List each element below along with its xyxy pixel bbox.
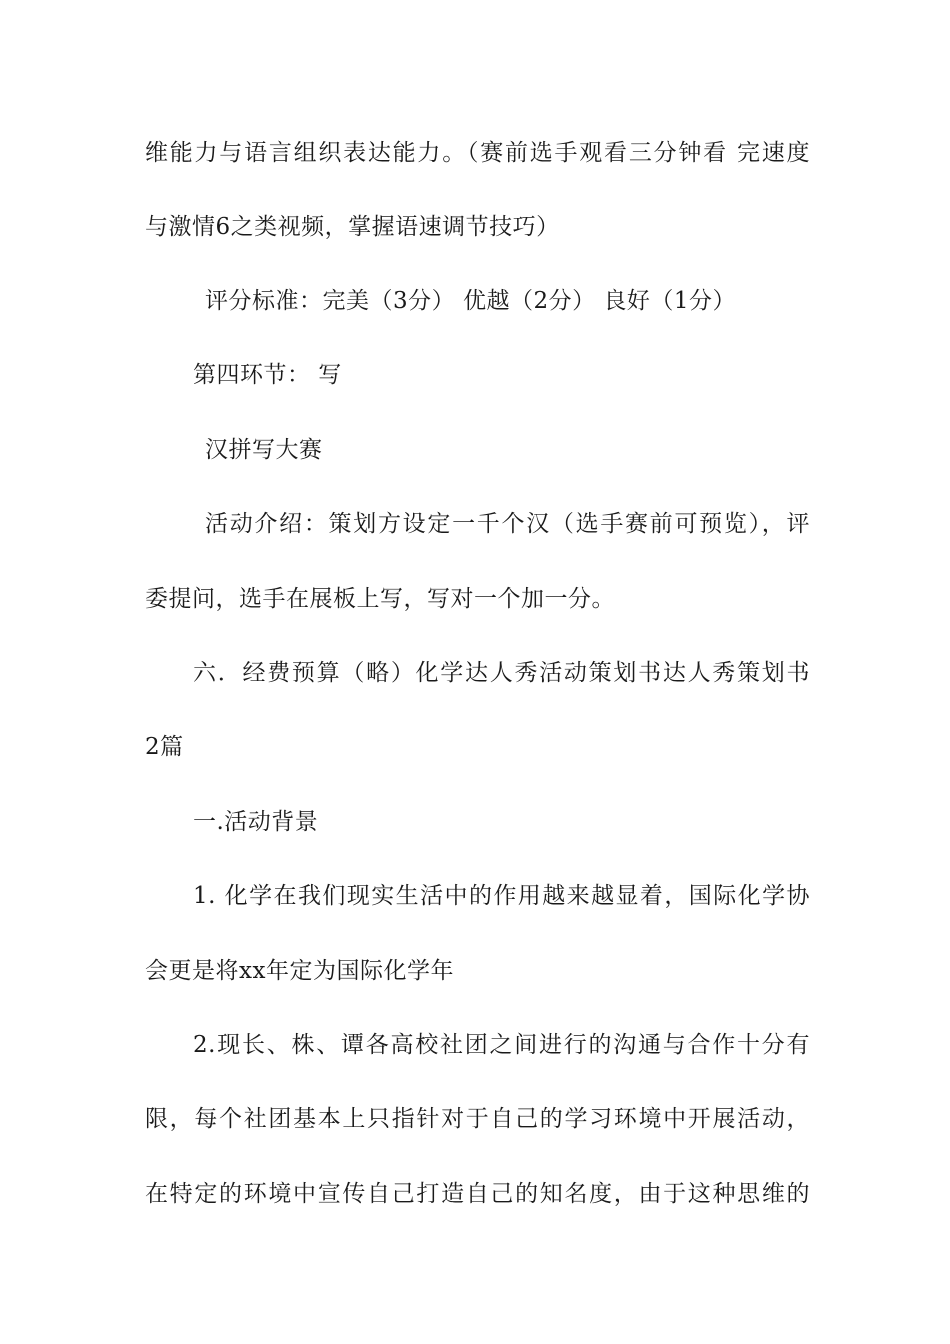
section-four-heading: 第四环节： 写 <box>193 362 342 388</box>
background-item-1-line-2: 会更是将xx年定为国际化学年 <box>145 958 454 984</box>
scoring-criteria-line: 评分标准：完美（3分） 优越（2分） 良好（1分） <box>205 288 737 314</box>
background-item-2-line-2: 限，每个社团基本上只指针对于自己的学习环境中开展活动， <box>145 1106 810 1132</box>
background-item-2-line-3: 在特定的环境中宣传自己打造自己的知名度，由于这种思维的 <box>145 1181 810 1207</box>
text-line-1: 维能力与语言组织表达能力。（赛前选手观看三分钟看 完速度 <box>145 140 810 166</box>
contest-title: 汉拼写大赛 <box>205 437 323 463</box>
background-item-1-line-1: 1. 化学在我们现实生活中的作用越来越显着，国际化学协 <box>193 883 810 909</box>
background-item-2-line-1: 2.现长、株、谭各高校社团之间进行的沟通与合作十分有 <box>193 1032 810 1058</box>
text-line-2: 与激情6之类视频，掌握语速调节技巧） <box>145 214 560 240</box>
activity-intro-line-2: 委提问，选手在展板上写，写对一个加一分。 <box>145 586 615 612</box>
background-heading: 一.活动背景 <box>193 809 319 835</box>
budget-heading-line-2: 2篇 <box>145 734 184 760</box>
activity-intro-line-1: 活动介绍：策划方设定一千个汉（选手赛前可预览），评 <box>205 511 810 537</box>
budget-heading-line-1: 六．经费预算（略）化学达人秀活动策划书达人秀策划书 <box>193 660 810 686</box>
